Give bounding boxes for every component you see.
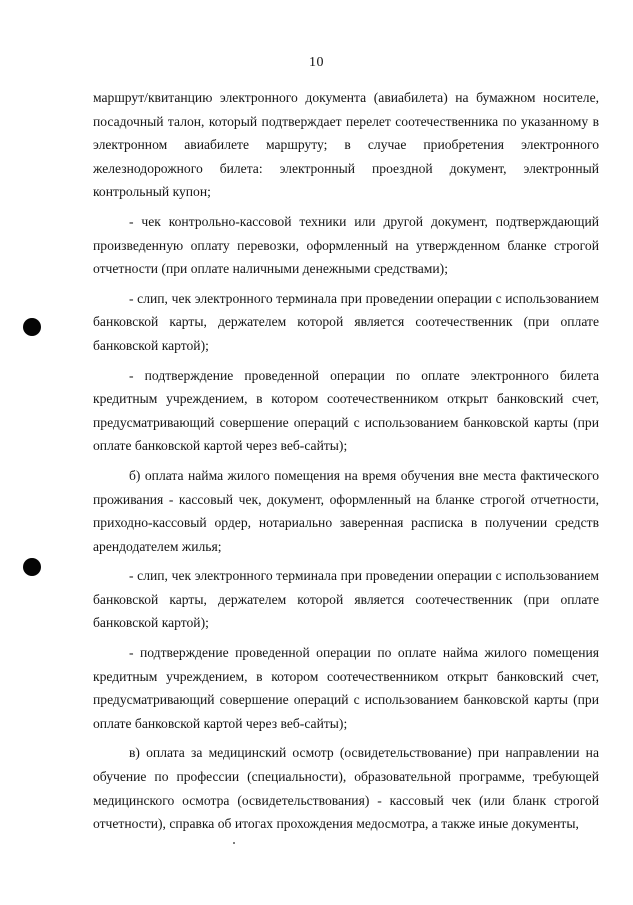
paragraph-housing-terminal-slip: - слип, чек электронного терминала при проведении операции с использованием банковской карты, держателем которой является соотечественник (при оплате банковской картой);	[93, 568, 599, 631]
paragraph-continuation: маршрут/квитанцию электронного документа (авиабилета) на бумажном носителе, посадочный талон, который подтверждает перелет соотечественника по указанному в электронном авиабилете маршруту; в случае приобретения электронного железнодорожного билета: электронный проездной документ, электронный контрольный купон;	[93, 90, 599, 200]
punch-hole-top	[23, 318, 41, 336]
paragraph-medical-exam: в) оплата за медицинский осмотр (освидетельствование) при направлении на обучение по профессии (специальности), образовательной программе, требующей медицинского осмотра (освидетельствования) - кассовый чек (или бланк строгой отчетности), справка об итогах прохождения медосмотра, а также иные документы,	[93, 745, 599, 832]
page-number: 10	[309, 55, 324, 70]
punch-hole-bottom	[23, 558, 41, 576]
document-body	[93, 86, 599, 836]
scan-speck	[233, 842, 235, 844]
paragraph-cash-receipt: - чек контрольно-кассовой техники или другой документ, подтверждающий произведенную оплату перевозки, оформленный на утвержденном бланке строгой отчетности (при оплате наличными денежными средствами);	[93, 213, 599, 277]
paragraph-terminal-slip: - слип, чек электронного терминала при проведении операции с использованием банковской карты, держателем которой является соотечественник (при оплате банковской картой);	[93, 290, 599, 353]
paragraph-housing-bank-confirmation: - подтверждение проведенной операции по оплате найма жилого помещения кредитным учреждением, в котором соотечественником открыт банковский счет, предусматривающий совершение операций с использованием банковской карты (при оплате банковской картой через веб-сайты);	[93, 645, 599, 731]
paragraph-housing-payment: б) оплата найма жилого помещения на время обучения вне места фактического проживания - кассовый чек, документ, оформленный на бланке строгой отчетности, приходно-кассовый ордер, нотариально заверенная расписка в получении средств арендодателем жилья;	[93, 467, 599, 554]
paragraph-bank-confirmation: - подтверждение проведенной операции по оплате электронного билета кредитным учреждением, в котором соотечественником открыт банковский счет, предусматривающий совершение операций с использованием банковской карты (при оплате банковской картой через веб-сайты);	[93, 367, 599, 454]
